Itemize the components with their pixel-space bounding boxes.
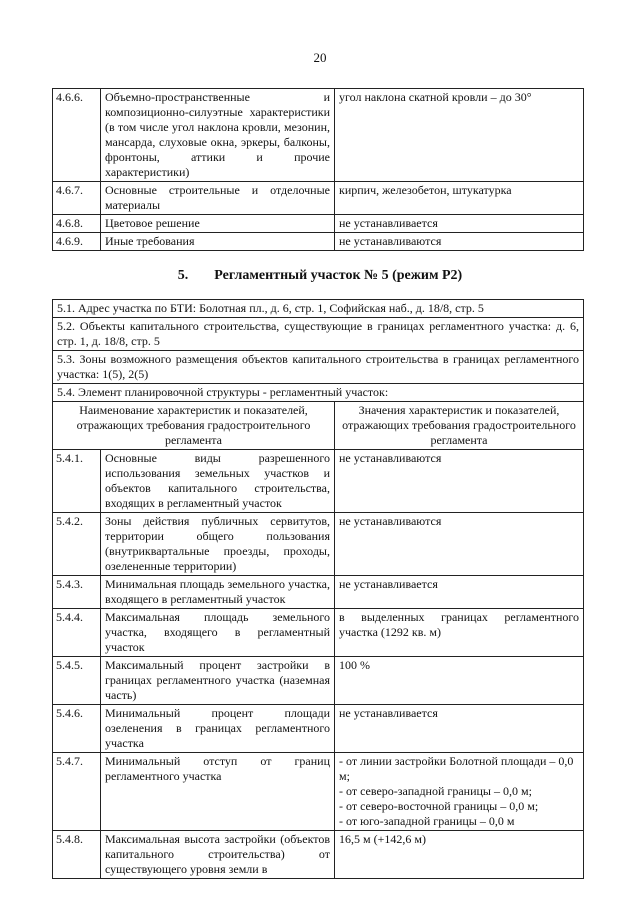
table-row <box>53 215 584 233</box>
row-number: 5.4.5. <box>53 657 101 705</box>
characteristic-value: не устанавливается <box>335 705 584 753</box>
characteristic-value: не устанавливаются <box>335 450 584 513</box>
table-row <box>53 513 584 576</box>
characteristic-value: не устанавливаются <box>335 233 584 251</box>
setback-line: - от юго-западной границы – 0,0 м <box>339 814 515 828</box>
characteristic-value: в выделенных границах регламентного участка (1292 кв. м) <box>335 609 584 657</box>
table-row <box>53 450 584 513</box>
page-number: 20 <box>313 50 327 65</box>
table-row <box>53 657 584 705</box>
table-header-row <box>53 402 584 450</box>
table-row <box>53 705 584 753</box>
characteristic-name: Зоны действия публичных сервитутов, территории общего пользования (внутриквартальные проезды, проходы, озелененные территории) <box>101 513 335 576</box>
characteristic-name: Объемно-пространственные и композиционно-силуэтные характеристики (в том числе угол наклона кровли, мезонин, мансарда, слуховые окна, эркеры, балконы, фронтоны, аттики и прочие характеристики) <box>101 89 335 182</box>
characteristic-value: 100 % <box>335 657 584 705</box>
info-row <box>53 318 584 351</box>
table-row <box>53 576 584 609</box>
info-row <box>53 351 584 384</box>
characteristic-name: Максимальный процент застройки в границах регламентного участка (наземная часть) <box>101 657 335 705</box>
characteristic-name: Минимальная площадь земельного участка, входящего в регламентный участок <box>101 576 335 609</box>
requirements-table-4-6 <box>52 88 584 251</box>
characteristic-value: кирпич, железобетон, штукатурка <box>335 182 584 215</box>
row-number: 4.6.7. <box>53 182 101 215</box>
table-row <box>53 753 584 831</box>
row-number: 5.4.4. <box>53 609 101 657</box>
characteristic-value: не устанавливаются <box>335 513 584 576</box>
characteristic-name: Минимальный отступ от границ регламентного участка <box>101 753 335 831</box>
info-existing-objects: 5.2. Объекты капитального строительства, существующие в границах регламентного участка: д. 6, стр. 1, д. 18/8, стр. 5 <box>53 318 584 351</box>
row-number: 5.4.7. <box>53 753 101 831</box>
row-number: 4.6.9. <box>53 233 101 251</box>
info-row <box>53 300 584 318</box>
row-number: 4.6.8. <box>53 215 101 233</box>
characteristic-name: Основные строительные и отделочные материалы <box>101 182 335 215</box>
table-row <box>53 182 584 215</box>
table-row <box>53 831 584 879</box>
characteristic-name: Основные виды разрешенного использования земельных участков и объектов капитального строительства, входящих в регламентный участок <box>101 450 335 513</box>
section-heading <box>0 268 640 284</box>
regulation-table-section-5 <box>52 299 584 879</box>
characteristic-value: не устанавливается <box>335 576 584 609</box>
row-number: 5.4.6. <box>53 705 101 753</box>
info-row <box>53 384 584 402</box>
characteristic-name: Максимальная площадь земельного участка, входящего в регламентный участок <box>101 609 335 657</box>
table-row <box>53 89 584 182</box>
characteristic-value: не устанавливается <box>335 215 584 233</box>
row-number: 4.6.6. <box>53 89 101 182</box>
row-number: 5.4.8. <box>53 831 101 879</box>
row-number: 5.4.2. <box>53 513 101 576</box>
setback-line: - от линии застройки Болотной площади – 0,0 м; <box>339 754 574 783</box>
info-address: 5.1. Адрес участка по БТИ: Болотная пл., д. 6, стр. 1, Софийская наб., д. 18/8, стр. 5 <box>53 300 584 318</box>
characteristic-value <box>335 753 584 831</box>
setback-line: - от северо-западной границы – 0,0 м; <box>339 784 532 798</box>
table-row <box>53 233 584 251</box>
row-number: 5.4.1. <box>53 450 101 513</box>
section-title: Регламентный участок № 5 (режим Р2) <box>214 268 463 283</box>
info-planning-element: 5.4. Элемент планировочной структуры - регламентный участок: <box>53 384 584 402</box>
row-number: 5.4.3. <box>53 576 101 609</box>
header-characteristics: Наименование характеристик и показателей, отражающих требования градостроительного регламента <box>53 402 335 450</box>
characteristic-name: Максимальная высота застройки (объектов капитального строительства) от существующего уровня земли в <box>101 831 335 879</box>
info-placement-zones: 5.3. Зоны возможного размещения объектов капитального строительства в границах регламентного участка: 1(5), 2(5) <box>53 351 584 384</box>
section-number: 5. <box>177 268 189 283</box>
characteristic-name: Минимальный процент площади озеленения в границах регламентного участка <box>101 705 335 753</box>
characteristic-name: Цветовое решение <box>101 215 335 233</box>
characteristic-name: Иные требования <box>101 233 335 251</box>
table-row <box>53 609 584 657</box>
header-values: Значения характеристик и показателей, отражающих требования градостроительного регламента <box>335 402 584 450</box>
characteristic-value: 16,5 м (+142,6 м) <box>335 831 584 879</box>
setback-line: - от северо-восточной границы – 0,0 м; <box>339 799 539 813</box>
characteristic-value: угол наклона скатной кровли – до 30° <box>335 89 584 182</box>
